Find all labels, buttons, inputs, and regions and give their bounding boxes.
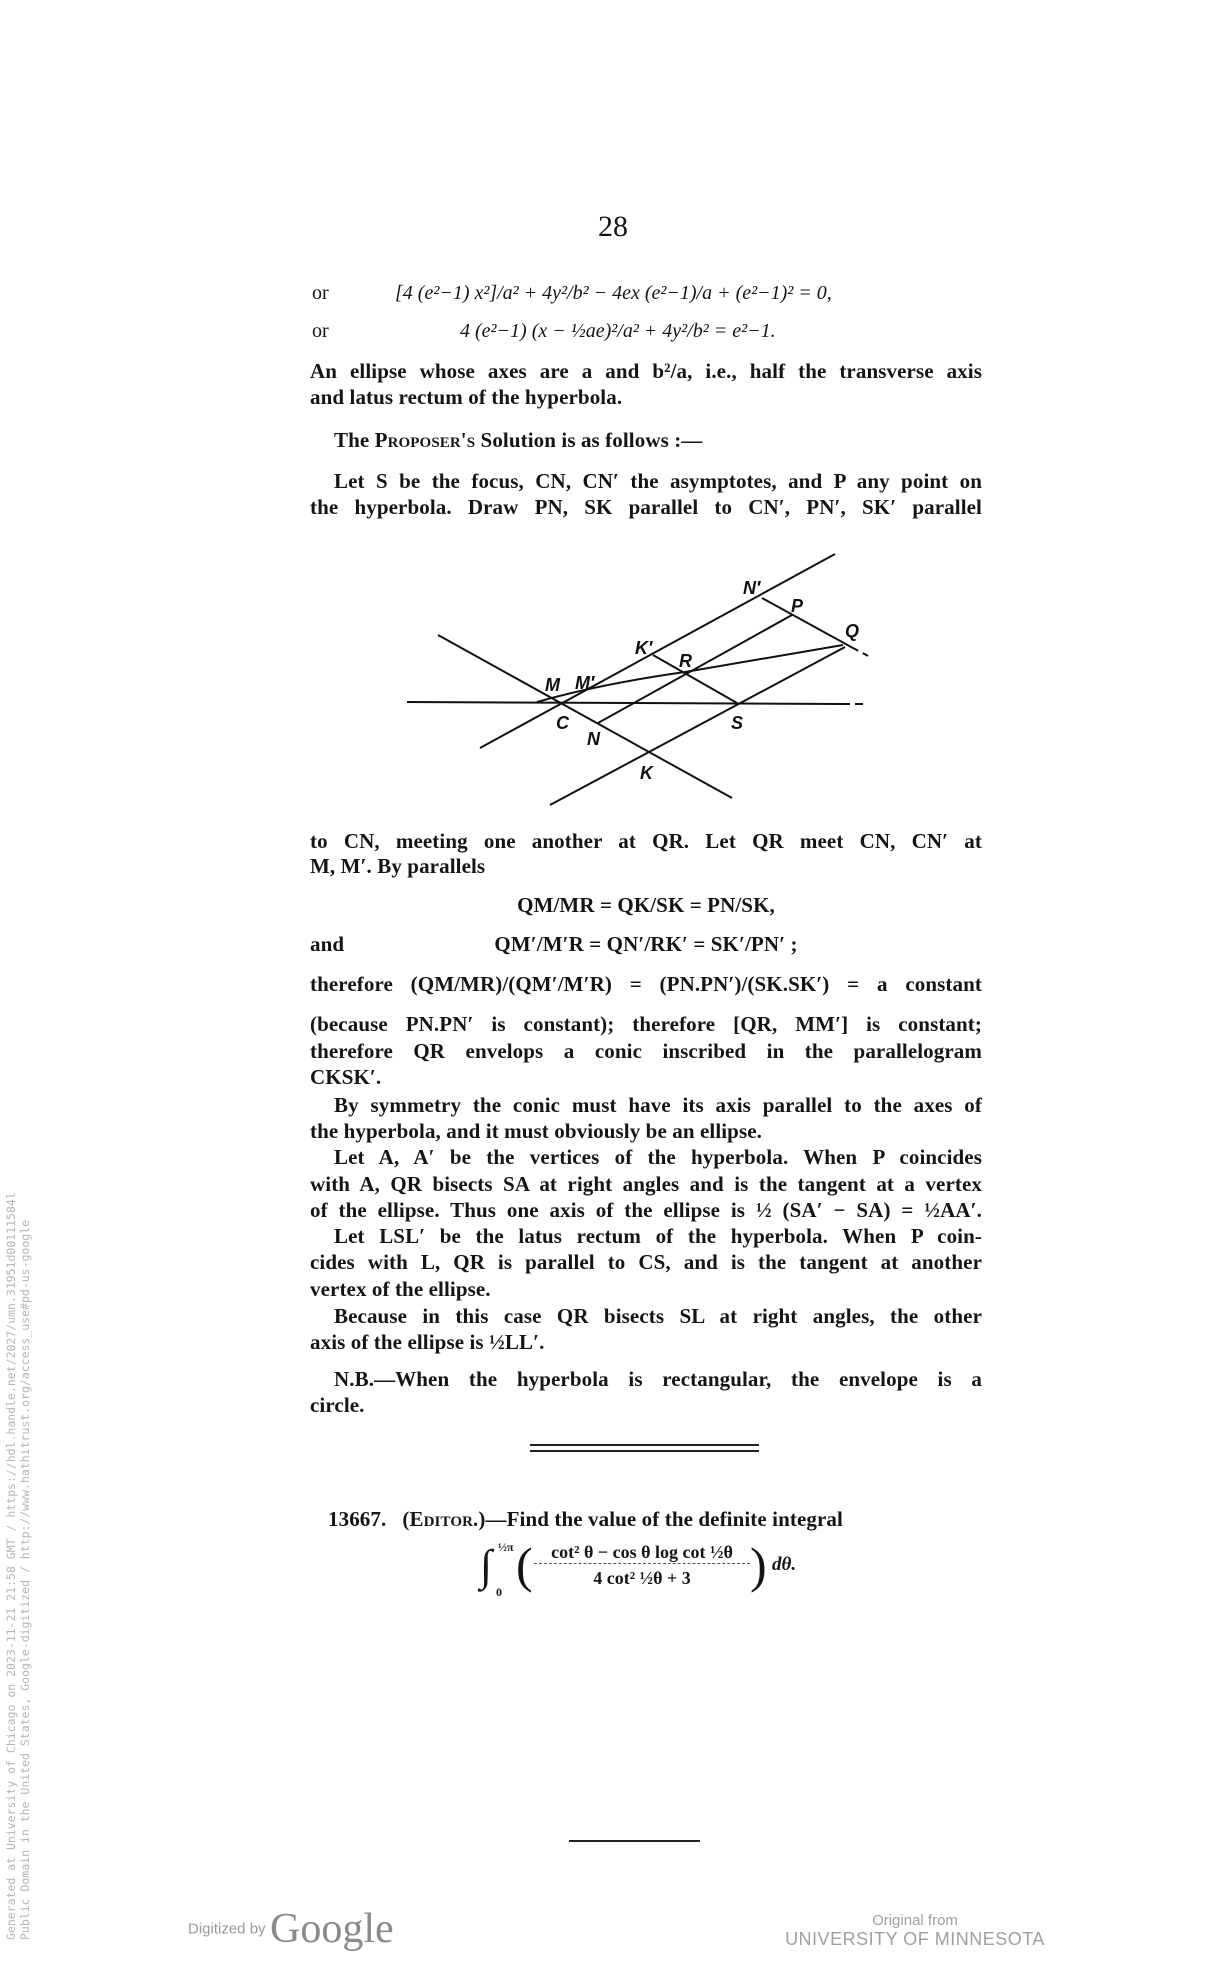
proposer-heading bbox=[334, 427, 982, 453]
section-divider bbox=[530, 1444, 759, 1446]
left-paren: ( bbox=[516, 1537, 533, 1593]
label-r: R bbox=[679, 651, 692, 671]
denominator: 4 cot² ½θ + 3 bbox=[593, 1568, 691, 1588]
text-line: vertex of the ellipse. bbox=[310, 1277, 491, 1301]
section-divider bbox=[530, 1450, 759, 1452]
google-logo: Google bbox=[270, 1906, 394, 1952]
end-rule bbox=[569, 1840, 700, 1842]
and-label: and bbox=[310, 932, 345, 956]
text-line: therefore QR envelops a conic inscribed in the parallelogram bbox=[310, 1039, 982, 1063]
text-line: the hyperbola. Draw PN, SK parallel to CN′, PN′, SK′ parallel bbox=[310, 495, 982, 519]
text-line: and latus rectum of the hyperbola. bbox=[310, 385, 623, 409]
question-text: )—Find the value of the definite integral bbox=[478, 1507, 843, 1531]
text-line: cides with L, QR is parallel to CS, and is the tangent at another bbox=[310, 1250, 982, 1274]
ratio-equation-2: QM′/M′R = QN′/RK′ = SK′/PN′ ; bbox=[494, 932, 798, 956]
institution-name: UNIVERSITY OF MINNESOTA bbox=[785, 1929, 1045, 1949]
original-from-label: Original from bbox=[872, 1912, 958, 1929]
label-q: Q bbox=[845, 621, 860, 641]
question-number: 13667. bbox=[328, 1507, 387, 1531]
question-heading bbox=[328, 1506, 1000, 1532]
line-q-dashed bbox=[853, 648, 872, 658]
text: The bbox=[334, 428, 375, 452]
or-label: or bbox=[312, 282, 329, 304]
label-m: M bbox=[545, 675, 560, 695]
equation-1: [4 (e²−1) x²]/a² + 4y²/b² − 4ex (e²−1)/a + (e²−1)² = 0, bbox=[395, 282, 832, 304]
or-label: or bbox=[312, 320, 329, 342]
text-line: the hyperbola, and it must obviously be an ellipse. bbox=[310, 1119, 763, 1143]
text-line: Let A, A′ be the vertices of the hyperbola. When P coincides bbox=[334, 1145, 982, 1169]
text-line: By symmetry the conic must have its axis parallel to the axes of bbox=[334, 1093, 982, 1117]
google-digitized-logo bbox=[188, 1905, 394, 1953]
page-number: 28 bbox=[598, 210, 628, 243]
label-k: K bbox=[640, 763, 653, 783]
right-paren: ) bbox=[750, 1537, 767, 1593]
text-line: M, M′. By parallels bbox=[310, 854, 486, 878]
text-line: Because in this case QR bisects SL at right angles, the other bbox=[334, 1304, 982, 1328]
text: Solution is as follows :— bbox=[475, 428, 703, 452]
label-c: C bbox=[556, 713, 569, 733]
label-n-prime: N′ bbox=[743, 578, 761, 598]
upper-limit: ½π bbox=[498, 1540, 514, 1554]
axis-line bbox=[407, 702, 842, 704]
text-line: Let LSL′ be the latus rectum of the hyperbola. When P coin- bbox=[334, 1224, 982, 1248]
watermark-line: Public Domain in the United States, Google-digitized / http://www.hathitrust.org/access_use#pd-us-google bbox=[18, 1219, 32, 1940]
numerator: cot² θ − cos θ log cot ½θ bbox=[534, 1542, 750, 1564]
watermark-line: Generated at University of Chicago on 2023-11-21 21:58 GMT / https://hdl.handle.net/2027/umn.31951d00111584l bbox=[4, 1192, 18, 1940]
label-s: S bbox=[731, 713, 744, 733]
label-n: N bbox=[587, 729, 600, 749]
text-line: N.B.—When the hyperbola is rectangular, the envelope is a bbox=[334, 1367, 982, 1391]
lower-limit: 0 bbox=[496, 1585, 502, 1599]
digitized-by-label: Digitized by bbox=[188, 1920, 266, 1938]
geometry-diagram bbox=[380, 540, 900, 820]
label-m-prime: M′ bbox=[575, 673, 595, 693]
text-line: axis of the ellipse is ½LL′. bbox=[310, 1330, 545, 1354]
integral-sign: ∫ bbox=[480, 1541, 493, 1590]
asymptote-cn-prime bbox=[480, 554, 835, 748]
text-line: Let S be the focus, CN, CN′ the asymptotes, and P any point on bbox=[334, 469, 982, 493]
text-line: (because PN.PN′ is constant); therefore [QR, MM′] is constant; bbox=[310, 1012, 982, 1036]
therefore-equation: therefore (QM/MR)/(QM′/M′R) = (PN.PN′)/(SK.SK′) = a constant bbox=[310, 972, 982, 996]
text-line: circle. bbox=[310, 1393, 365, 1417]
text-line: with A, QR bisects SA at right angles and is the tangent at a vertex bbox=[310, 1172, 982, 1196]
text-line: CKSK′. bbox=[310, 1065, 382, 1089]
definite-integral bbox=[480, 1537, 840, 1600]
equation-2: 4 (e²−1) (x − ½ae)²/a² + 4y²/b² = e²−1. bbox=[460, 320, 776, 342]
question-author: Editor. bbox=[409, 1507, 479, 1531]
label-k-prime: K′ bbox=[635, 638, 653, 658]
proposer-name: Proposer's bbox=[374, 428, 476, 452]
text: ( bbox=[402, 1507, 410, 1531]
original-source bbox=[780, 1912, 1050, 1950]
watermark bbox=[4, 1192, 32, 1940]
label-p: P bbox=[791, 596, 804, 616]
text-line: to CN, meeting one another at QR. Let QR meet CN, CN′ at bbox=[310, 829, 982, 853]
line-sk-prime bbox=[653, 655, 737, 703]
text-line: An ellipse whose axes are a and b²/a, i.e., half the transverse axis bbox=[310, 359, 982, 383]
differential: dθ. bbox=[772, 1554, 797, 1575]
ratio-equation-1: QM/MR = QK/SK = PN/SK, bbox=[517, 893, 775, 917]
text-line: of the ellipse. Thus one axis of the ellipse is ½ (SA′ − SA) = ½AA′. bbox=[310, 1198, 982, 1222]
